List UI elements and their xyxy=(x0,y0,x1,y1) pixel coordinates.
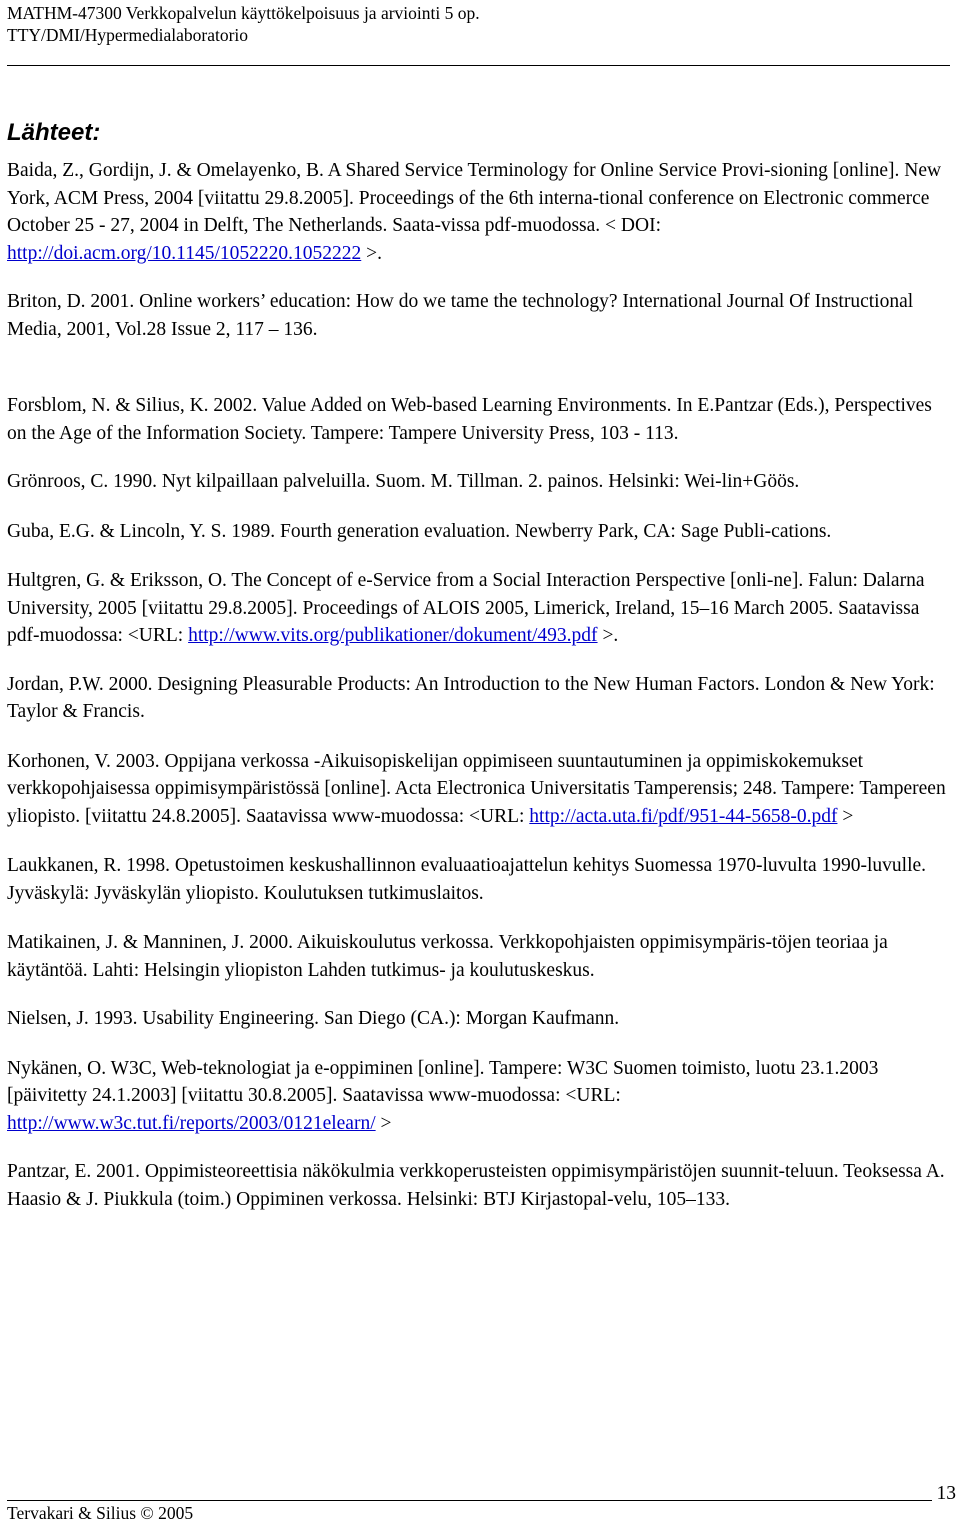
reference-text: Grönroos, C. 1990. Nyt kilpaillaan palveluilla. Suom. M. Tillman. 2. painos. Helsinki: Wei-lin+Göös. xyxy=(7,471,800,492)
reference-tail: >. xyxy=(361,242,382,264)
reference-entry xyxy=(7,157,953,267)
reference-entry xyxy=(7,392,953,447)
reference-text: Korhonen, V. 2003. Oppijana verkossa -Aikuisopiskelijan oppimiseen suuntautuminen ja oppimiskokemukset verkkopohjaisessa oppimisympäristössä [online]. Acta Electronica Universitatis Tamperensis; 248. Tampere: Tampereen yliopisto. [viitattu 24.8.2005]. Saatavissa www-muodossa: <URL: xyxy=(7,750,946,827)
section-title: Lähteet: xyxy=(7,119,101,146)
department-line: TTY/DMI/Hypermedialaboratorio xyxy=(7,25,249,45)
reference-link[interactable]: http://www.w3c.tut.fi/reports/2003/0121elearn/ xyxy=(7,1112,376,1134)
reference-text: Guba, E.G. & Lincoln, Y. S. 1989. Fourth generation evaluation. Newberry Park, CA: Sage Publi-cations. xyxy=(7,520,832,542)
footer-divider xyxy=(7,1500,932,1501)
reference-text: Pantzar, E. 2001. Oppimisteoreettisia näkökulmia verkkoperusteisten oppimisympäristöjen suunnit-teluun. Teoksessa A. Haasio & J. Piukkula (toim.) Oppiminen verkossa. Helsinki: BTJ Kirjastopal-velu, 105–133. xyxy=(7,1161,945,1210)
document-header xyxy=(7,2,480,46)
reference-entry xyxy=(7,1005,953,1033)
reference-entry xyxy=(7,468,953,496)
reference-text: Laukkanen, R. 1998. Opetustoimen keskushallinnon evaluaatioajattelun kehitys Suomessa 1970-luvulta 1990-luvulle. Jyväskylä: Jyväskylän yliopisto. Koulutuksen tutkimuslaitos. xyxy=(7,855,927,904)
reference-text: Briton, D. 2001. Online workers’ education: How do we tame the technology? International Journal Of Instructional Media, 2001, Vol.28 Issue 2, 117 – 136. xyxy=(7,291,914,340)
reference-entry xyxy=(7,518,953,546)
reference-entry xyxy=(7,852,953,907)
reference-entry xyxy=(7,1055,953,1138)
reference-tail: > xyxy=(375,1112,392,1134)
reference-entry xyxy=(7,671,953,726)
reference-tail: > xyxy=(837,805,854,827)
course-title: MATHM-47300 Verkkopalvelun käyttökelpoisuus ja arviointi 5 op. xyxy=(7,3,480,23)
reference-text: Jordan, P.W. 2000. Designing Pleasurable Products: An Introduction to the New Human Factors. London & New York: Taylor & Francis. xyxy=(7,673,935,722)
reference-text: Matikainen, J. & Manninen, J. 2000. Aikuiskoulutus verkossa. Verkkopohjaisten oppimisympäris-töjen teoriaa ja käytäntöä. Lahti: Helsingin yliopiston Lahden tutkimus- ja koulutuskeskus. xyxy=(7,932,888,981)
footer-copyright: Tervakari & Silius © 2005 xyxy=(7,1503,194,1523)
reference-entry xyxy=(7,1158,953,1213)
reference-link[interactable]: http://acta.uta.fi/pdf/951-44-5658-0.pdf xyxy=(529,805,838,827)
header-divider xyxy=(7,65,950,66)
reference-entry xyxy=(7,748,953,831)
reference-text: Nykänen, O. W3C, Web-teknologiat ja e-oppiminen [online]. Tampere: W3C Suomen toimisto, luotu 23.1.2003 [päivitetty 24.1.2003] [viitattu 30.8.2005]. Saatavissa www-muodossa: <URL: xyxy=(7,1057,879,1106)
reference-entry xyxy=(7,567,953,650)
reference-entry xyxy=(7,288,953,343)
reference-text: Nielsen, J. 1993. Usability Engineering. San Diego (CA.): Morgan Kaufmann. xyxy=(7,1008,620,1029)
reference-link[interactable]: http://www.vits.org/publikationer/dokument/493.pdf xyxy=(188,625,598,646)
reference-text: Baida, Z., Gordijn, J. & Omelayenko, B. A Shared Service Terminology for Online Service Provi-sioning [online]. New York, ACM Press, 2004 [viitattu 29.8.2005]. Proceedings of the 6th interna-tional conference on Electronic commerce October 25 - 27, 2004 in Delft, The Netherlands. Saata-vissa pdf-muodossa. < DOI: xyxy=(7,160,942,236)
page-number: 13 xyxy=(936,1483,956,1504)
reference-text: Forsblom, N. & Silius, K. 2002. Value Added on Web-based Learning Environments. In E.Pantzar (Eds.), Perspectives on the Age of the Information Society. Tampere: Tampere University Press, 103 - 113. xyxy=(7,395,932,444)
reference-link[interactable]: http://doi.acm.org/10.1145/1052220.1052222 xyxy=(7,242,362,264)
reference-list xyxy=(7,157,953,1213)
reference-tail: >. xyxy=(597,625,619,646)
reference-entry xyxy=(7,929,953,984)
reference-text: Hultgren, G. & Eriksson, O. The Concept of e-Service from a Social Interaction Perspective [onli-ne]. Falun: Dalarna University, 2005 [viitattu 29.8.2005]. Proceedings of ALOIS 2005, Limerick, Ireland, 15–16 March 2005. Saatavissa pdf-muodossa: <URL: xyxy=(7,570,925,646)
